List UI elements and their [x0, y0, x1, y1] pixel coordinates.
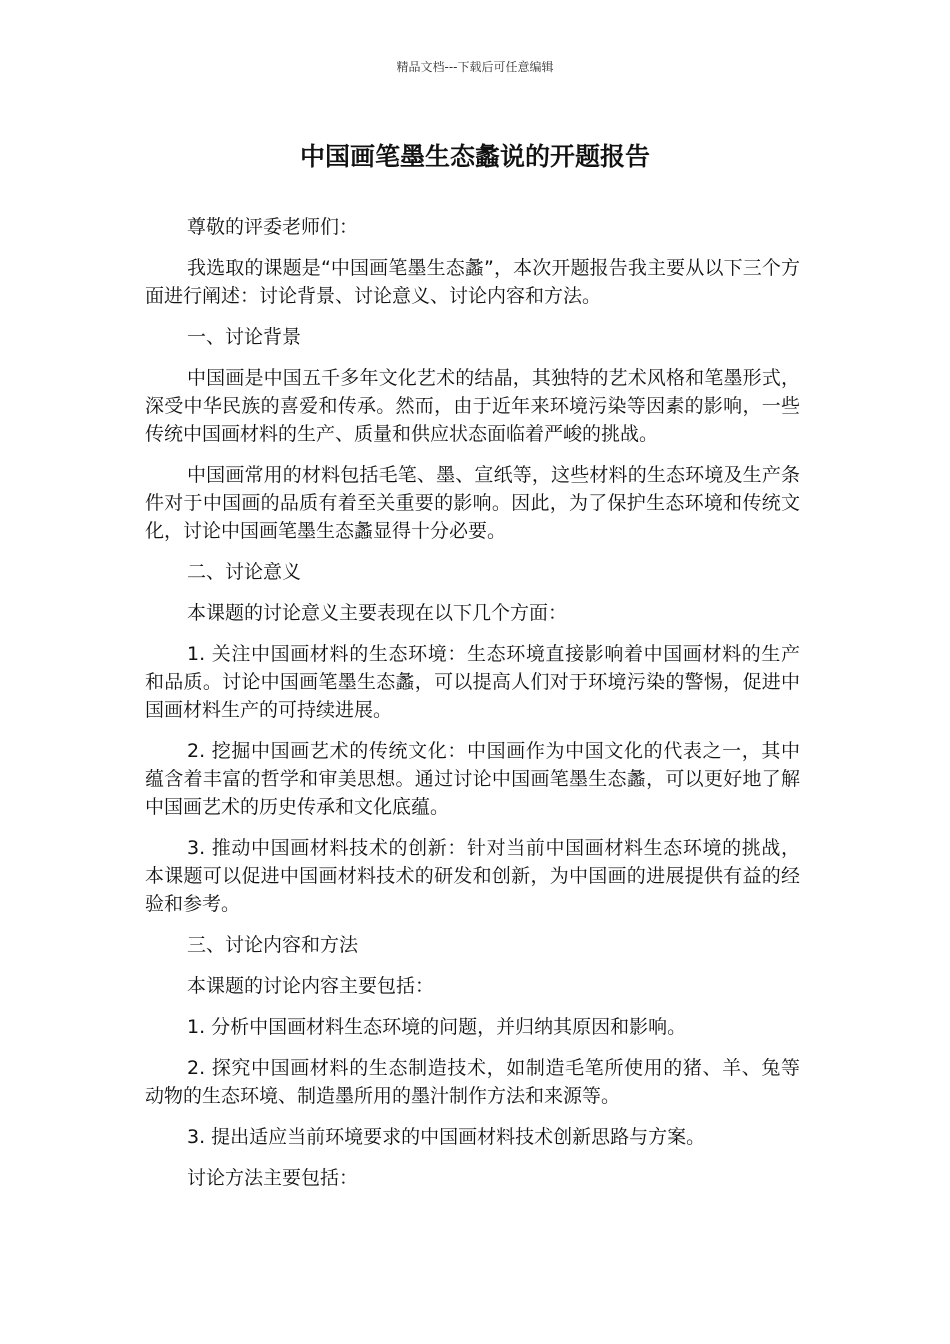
- list-item-significance-2: 2. 挖掘中国画艺术的传统文化：中国画作为中国文化的代表之一，其中蕴含着丰富的哲学和审美思想。通过讨论中国画笔墨生态蠡，可以更好地了解中国画艺术的历史传承和文化底蕴。: [145, 740, 800, 818]
- paragraph-background-1: 中国画是中国五千多年文化艺术的结晶，其独特的艺术风格和笔墨形式，深受中华民族的喜爱和传承。然而，由于近年来环境污染等因素的影响，一些传统中国画材料的生产、质量和供应状态面临着严峻的挑战。: [145, 367, 800, 445]
- paragraph-content-intro: 本课题的讨论内容主要包括：: [187, 975, 435, 997]
- section-heading-significance: 二、讨论意义: [187, 561, 302, 583]
- list-item-content-3: 3. 提出适应当前环境要求的中国画材料技术创新思路与方案。: [187, 1126, 706, 1148]
- paragraph-background-2: 中国画常用的材料包括毛笔、墨、宣纸等，这些材料的生态环境及生产条件对于中国画的品质有着至关重要的影响。因此，为了保护生态环境和传统文化，讨论中国画笔墨生态蠡显得十分必要。: [145, 464, 800, 542]
- document-body: [145, 213, 800, 1205]
- list-item-significance-3: 3. 推动中国画材料技术的创新：针对当前中国画材料生态环境的挑战，本课题可以促进中国画材料技术的研发和创新，为中国画的进展提供有益的经验和参考。: [145, 837, 800, 915]
- paragraph-significance-intro: 本课题的讨论意义主要表现在以下几个方面：: [187, 602, 568, 624]
- list-item-significance-1: 1. 关注中国画材料的生态环境：生态环境直接影响着中国画材料的生产和品质。讨论中国画笔墨生态蠡，可以提高人们对于环境污染的警惕，促进中国画材料生产的可持续进展。: [145, 643, 800, 721]
- section-heading-background: 一、讨论背景: [187, 326, 302, 348]
- page-header-note: 精品文档---下载后可任意编辑: [396, 60, 554, 74]
- list-item-content-2: 2. 探究中国画材料的生态制造技术，如制造毛笔所使用的猪、羊、兔等动物的生态环境、制造墨所用的墨汁制作方法和来源等。: [145, 1057, 800, 1107]
- paragraph-methods-intro: 讨论方法主要包括：: [187, 1167, 359, 1189]
- paragraph-intro: 我选取的课题是“中国画笔墨生态蠡”，本次开题报告我主要从以下三个方面进行阐述：讨论背景、讨论意义、讨论内容和方法。: [145, 257, 800, 307]
- list-item-content-1: 1. 分析中国画材料生态环境的问题，并归纳其原因和影响。: [187, 1016, 687, 1038]
- section-heading-content-methods: 三、讨论内容和方法: [187, 934, 359, 956]
- paragraph-salutation: 尊敬的评委老师们：: [187, 216, 359, 238]
- document-title: 中国画笔墨生态蠡说的开题报告: [299, 142, 650, 171]
